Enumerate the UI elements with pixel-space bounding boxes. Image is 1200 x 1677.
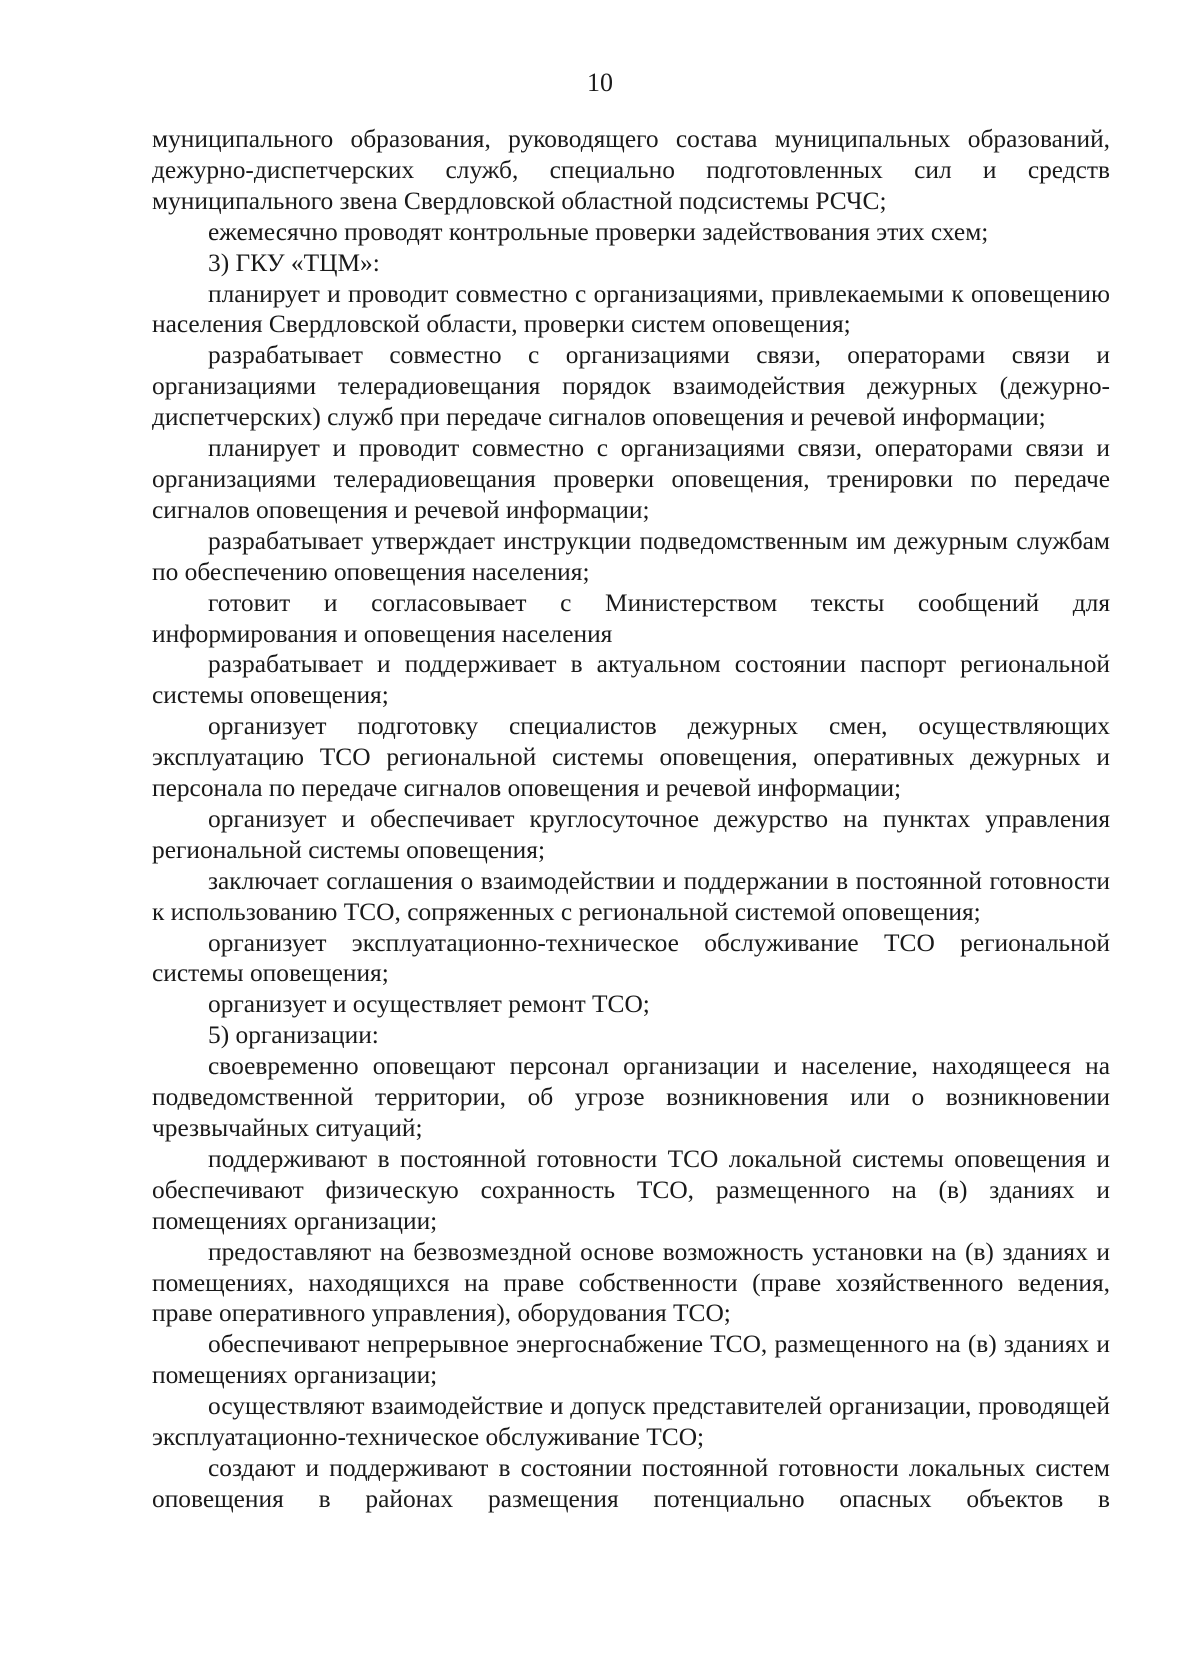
paragraph: организует эксплуатационно-техническое обслуживание ТСО региональной системы оповещения; bbox=[152, 928, 1110, 988]
paragraph: разрабатывает совместно с организациями связи, операторами связи и организациями телерадиовещания порядок взаимодействия дежурных (дежурно-диспетчерских) служб при передаче сигналов оповещения и речевой информации; bbox=[152, 341, 1110, 432]
paragraph: планирует и проводит совместно с организациями, привлекаемыми к оповещению населения Свердловской области, проверки систем оповещения; bbox=[152, 279, 1110, 339]
paragraph: осуществляют взаимодействие и допуск представителей организации, проводящей эксплуатационно-техническое обслуживание ТСО; bbox=[152, 1392, 1110, 1452]
paragraph: обеспечивают непрерывное энергоснабжение ТСО, размещенного на (в) зданиях и помещениях организации; bbox=[152, 1330, 1110, 1390]
paragraph: организует и обеспечивает круглосуточное дежурство на пунктах управления региональной системы оповещения; bbox=[152, 804, 1110, 864]
paragraph: поддерживают в постоянной готовности ТСО локальной системы оповещения и обеспечивают физическую сохранность ТСО, размещенного на (в) зданиях и помещениях организации; bbox=[152, 1144, 1110, 1235]
paragraph: разрабатывает и поддерживает в актуальном состоянии паспорт региональной системы оповещения; bbox=[152, 650, 1110, 710]
paragraph: разрабатывает утверждает инструкции подведомственным им дежурным службам по обеспечению оповещения населения; bbox=[152, 526, 1110, 586]
paragraph: своевременно оповещают персонал организации и население, находящееся на подведомственной территории, об угрозе возникновения или о возникновении чрезвычайных ситуаций; bbox=[152, 1052, 1110, 1142]
document-body bbox=[152, 124, 1110, 1515]
paragraph: 5) организации: bbox=[208, 1021, 379, 1050]
page-number: 10 bbox=[587, 68, 613, 97]
paragraph: готовит и согласовывает с Министерством тексты сообщений для информирования и оповещения населения bbox=[152, 588, 1110, 648]
paragraph: 3) ГКУ «ТЦМ»: bbox=[208, 248, 380, 277]
paragraph: организует подготовку специалистов дежурных смен, осуществляющих эксплуатацию ТСО региональной системы оповещения, оперативных дежурных и персонала по передаче сигналов оповещения и речевой информации; bbox=[152, 712, 1110, 803]
paragraph: муниципального образования, руководящего состава муниципальных образований, дежурно-диспетчерских служб, специально подготовленных сил и средств муниципального звена Свердловской областной подсистемы РСЧС; bbox=[152, 125, 1110, 215]
paragraph: организует и осуществляет ремонт ТСО; bbox=[208, 990, 650, 1019]
paragraph: планирует и проводит совместно с организациями связи, операторами связи и организациями телерадиовещания проверки оповещения, тренировки по передаче сигналов оповещения и речевой информации; bbox=[152, 434, 1110, 524]
paragraph: ежемесячно проводят контрольные проверки задействования этих схем; bbox=[208, 217, 989, 246]
paragraph: предоставляют на безвозмездной основе возможность установки на (в) зданиях и помещениях, находящихся на праве собственности (праве хозяйственного ведения, праве оперативного управления), оборудования ТСО; bbox=[152, 1237, 1110, 1328]
paragraph: заключает соглашения о взаимодействии и поддержании в постоянной готовности к использованию ТСО, сопряженных с региональной системой оповещения; bbox=[152, 866, 1110, 926]
paragraph: создают и поддерживают в состоянии постоянной готовности локальных систем оповещения в районах размещения потенциально опасных объектов в bbox=[152, 1453, 1110, 1513]
